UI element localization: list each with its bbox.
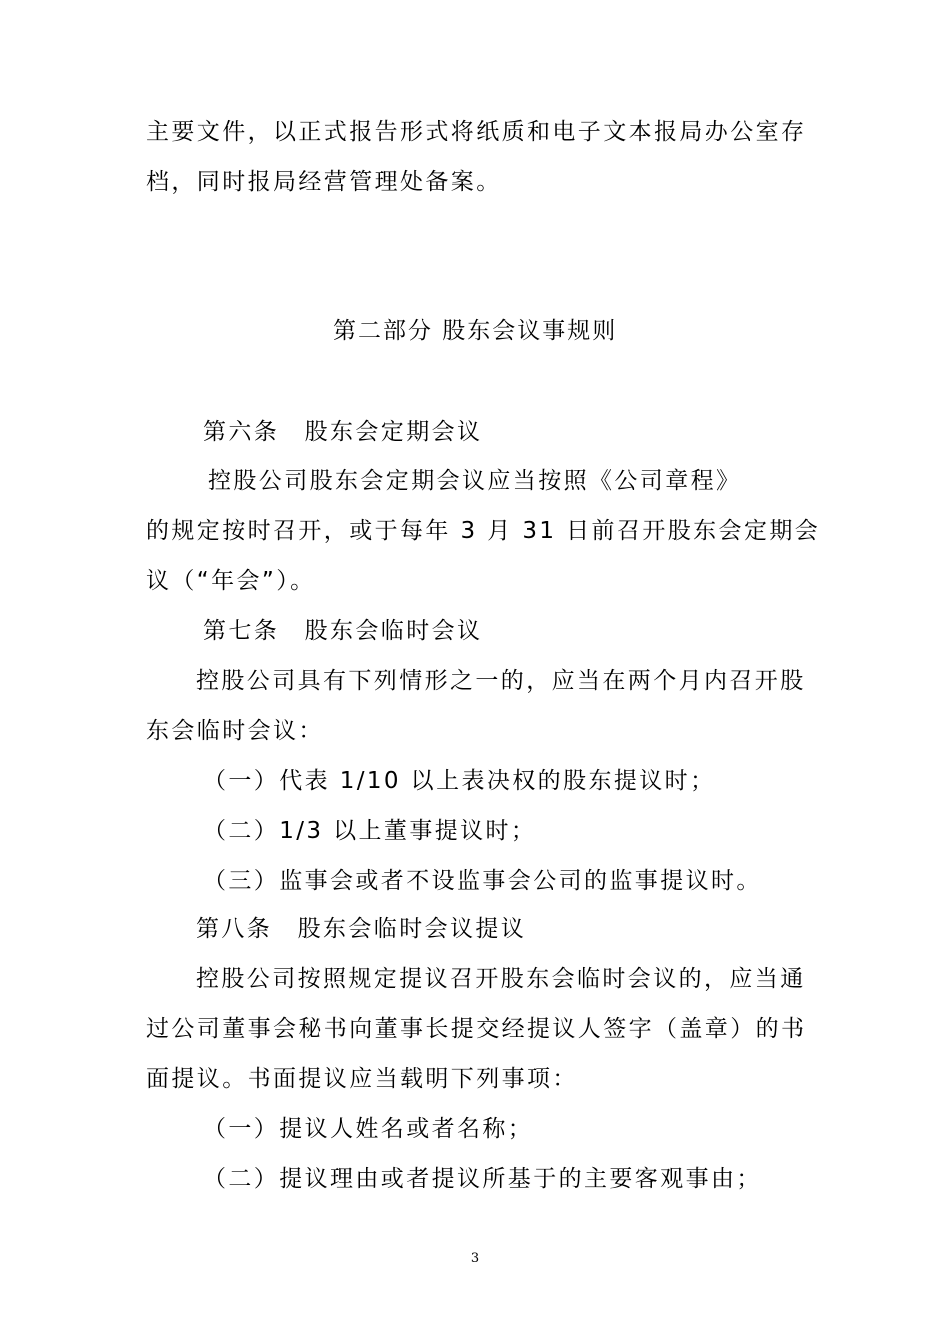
article-6-text-line-3: 议（“年会”）。 — [146, 568, 316, 594]
article-8-text-line-1: 控股公司按照规定提议召开股东会临时会议的，应当通 — [196, 966, 806, 992]
article-8-text-line-2: 过公司董事会秘书向董事长提交经提议人签字（盖章）的书 — [146, 1016, 807, 1042]
article-7-item-3: （三）监事会或者不设监事会公司的监事提议时。 — [203, 868, 762, 894]
article-7-heading: 第七条 股东会临时会议 — [203, 618, 483, 644]
paragraph-continuation-line-1: 主要文件，以正式报告形式将纸质和电子文本报局办公室存 — [146, 119, 807, 145]
section-title: 第二部分 股东会议事规则 — [333, 318, 618, 344]
page-number: 3 — [470, 1251, 480, 1266]
article-7-item-2: （二）1/3 以上董事提议时； — [203, 818, 537, 844]
article-7-text-line-1: 控股公司具有下列情形之一的，应当在两个月内召开股 — [196, 668, 806, 694]
article-6-text-line-2: 的规定按时召开，或于每年 3 月 31 日前召开股东会定期会 — [146, 518, 821, 544]
article-8-heading: 第八条 股东会临时会议提议 — [196, 916, 527, 942]
article-8-item-1: （一）提议人姓名或者名称； — [203, 1116, 534, 1142]
article-7-text-line-2: 东会临时会议： — [146, 718, 324, 744]
paragraph-continuation-line-2: 档，同时报局经营管理处备案。 — [146, 169, 502, 195]
article-6-text-line-1: 控股公司股东会定期会议应当按照《公司章程》 — [208, 468, 742, 494]
article-7-item-1: （一）代表 1/10 以上表决权的股东提议时； — [203, 768, 716, 794]
article-8-text-line-3: 面提议。书面提议应当载明下列事项： — [146, 1066, 578, 1092]
article-6-heading: 第六条 股东会定期会议 — [203, 419, 483, 445]
article-8-item-2: （二）提议理由或者提议所基于的主要客观事由； — [203, 1166, 762, 1192]
